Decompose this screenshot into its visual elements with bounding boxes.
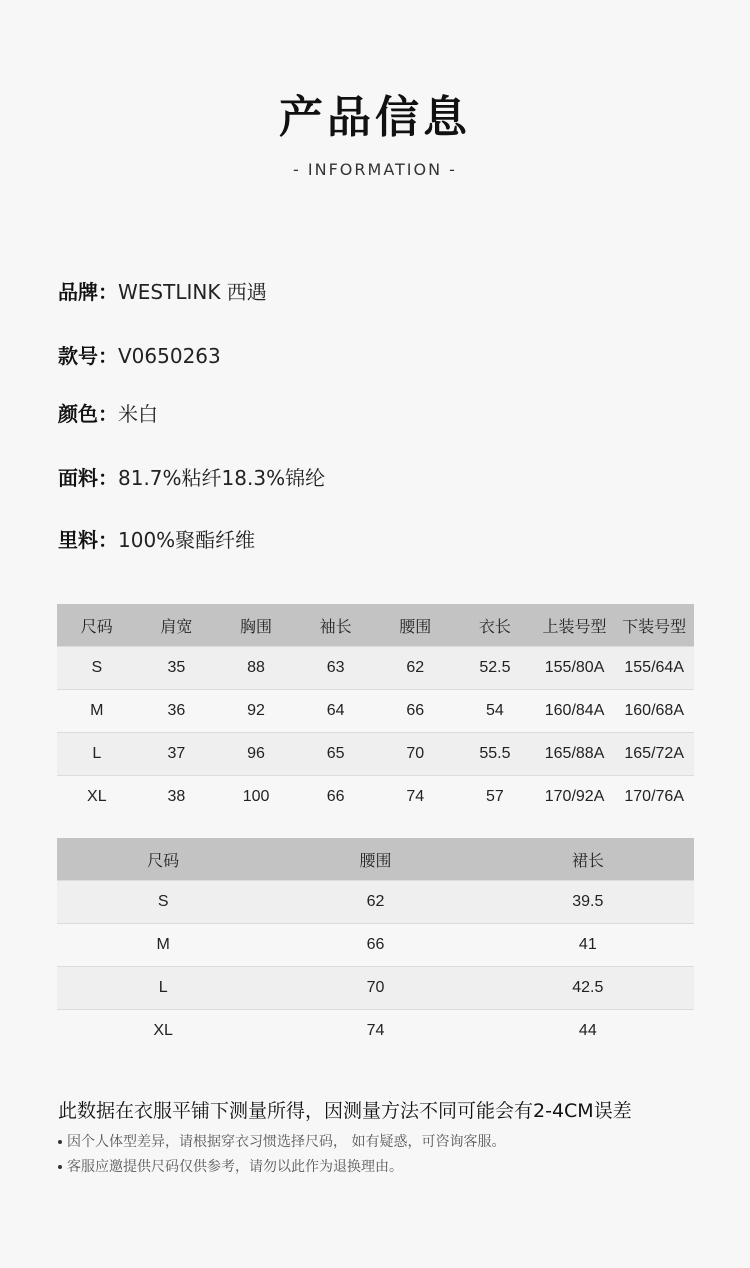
table-cell: 64 <box>296 690 376 733</box>
info-value: WESTLINK 西遇 <box>118 280 267 304</box>
info-label: 里料： <box>58 528 118 552</box>
info-label: 面料： <box>58 466 118 490</box>
table-header-cell: 尺码 <box>57 838 269 881</box>
note-item-text: 客服应邀提供尺码仅供参考，请勿以此作为退换理由。 <box>67 1159 403 1175</box>
table-cell: 155/64A <box>614 647 694 690</box>
info-label: 款号： <box>58 344 118 368</box>
table-header-cell: 肩宽 <box>137 604 217 647</box>
page-title: 产品信息 <box>279 92 471 143</box>
table-cell: 62 <box>269 881 481 924</box>
table-row <box>57 1010 694 1053</box>
bullet-dot-icon <box>58 1165 62 1169</box>
info-brand <box>58 278 267 306</box>
table-cell: 41 <box>482 924 694 967</box>
table-row <box>57 647 694 690</box>
table-header-cell: 胸围 <box>216 604 296 647</box>
table-cell: M <box>57 690 137 733</box>
table-cell: 70 <box>376 733 456 776</box>
table-cell: 70 <box>269 967 481 1010</box>
table-row <box>57 776 694 819</box>
table-cell: 37 <box>137 733 217 776</box>
table-header-cell: 尺码 <box>57 604 137 647</box>
info-lining <box>58 526 255 554</box>
table-cell: 55.5 <box>455 733 535 776</box>
table-header-cell: 腰围 <box>269 838 481 881</box>
info-style-number <box>58 342 221 370</box>
table-header-cell: 上装号型 <box>535 604 615 647</box>
info-label: 颜色： <box>58 402 118 426</box>
table-cell: 42.5 <box>482 967 694 1010</box>
table-cell: 62 <box>376 647 456 690</box>
table-cell: L <box>57 967 269 1010</box>
table-cell: 165/88A <box>535 733 615 776</box>
table-cell: XL <box>57 1010 269 1053</box>
table-header-cell: 裙长 <box>482 838 694 881</box>
page-subtitle: - INFORMATION - <box>293 160 457 179</box>
table-cell: 165/72A <box>614 733 694 776</box>
table-cell: 63 <box>296 647 376 690</box>
table-cell: S <box>57 647 137 690</box>
table-row <box>57 733 694 776</box>
note-item-text: 因个人体型差异，请根据穿衣习惯选择尺码， 如有疑惑，可咨询客服。 <box>67 1134 506 1150</box>
note-item <box>58 1156 403 1176</box>
table-cell: XL <box>57 776 137 819</box>
info-value: 米白 <box>118 402 158 426</box>
table-cell: 170/76A <box>614 776 694 819</box>
info-color <box>58 400 158 428</box>
table-cell: 35 <box>137 647 217 690</box>
table-cell: S <box>57 881 269 924</box>
table-cell: 57 <box>455 776 535 819</box>
table-cell: 66 <box>376 690 456 733</box>
top-size-table <box>57 604 694 818</box>
info-value: 100%聚酯纤维 <box>118 528 256 552</box>
table-cell: 160/84A <box>535 690 615 733</box>
skirt-size-table <box>57 838 694 1052</box>
table-cell: 36 <box>137 690 217 733</box>
table-cell: 74 <box>376 776 456 819</box>
table-cell: 65 <box>296 733 376 776</box>
table-cell: 38 <box>137 776 217 819</box>
table-cell: 92 <box>216 690 296 733</box>
bullet-dot-icon <box>58 1140 62 1144</box>
table-row <box>57 690 694 733</box>
table-header-cell: 衣长 <box>455 604 535 647</box>
measurement-note: 此数据在衣服平铺下测量所得，因测量方法不同可能会有2-4CM误差 <box>58 1100 632 1122</box>
table-cell: 66 <box>269 924 481 967</box>
note-item <box>58 1131 505 1151</box>
info-label: 品牌： <box>58 280 118 304</box>
table-header-cell: 袖长 <box>296 604 376 647</box>
table-cell: 160/68A <box>614 690 694 733</box>
table-cell: 44 <box>482 1010 694 1053</box>
table-row <box>57 924 694 967</box>
table-header-row <box>57 604 694 647</box>
table-header-cell: 腰围 <box>376 604 456 647</box>
info-value: V0650263 <box>118 344 221 368</box>
table-cell: 74 <box>269 1010 481 1053</box>
table-cell: 66 <box>296 776 376 819</box>
table-cell: 170/92A <box>535 776 615 819</box>
table-row <box>57 881 694 924</box>
table-header-cell: 下装号型 <box>614 604 694 647</box>
table-cell: 96 <box>216 733 296 776</box>
info-value: 81.7%粘纤18.3%锦纶 <box>118 466 326 490</box>
table-row <box>57 967 694 1010</box>
info-fabric <box>58 464 325 492</box>
table-cell: 52.5 <box>455 647 535 690</box>
table-cell: M <box>57 924 269 967</box>
table-cell: 39.5 <box>482 881 694 924</box>
table-cell: 54 <box>455 690 535 733</box>
table-cell: L <box>57 733 137 776</box>
table-cell: 155/80A <box>535 647 615 690</box>
table-cell: 88 <box>216 647 296 690</box>
table-header-row <box>57 838 694 881</box>
table-cell: 100 <box>216 776 296 819</box>
